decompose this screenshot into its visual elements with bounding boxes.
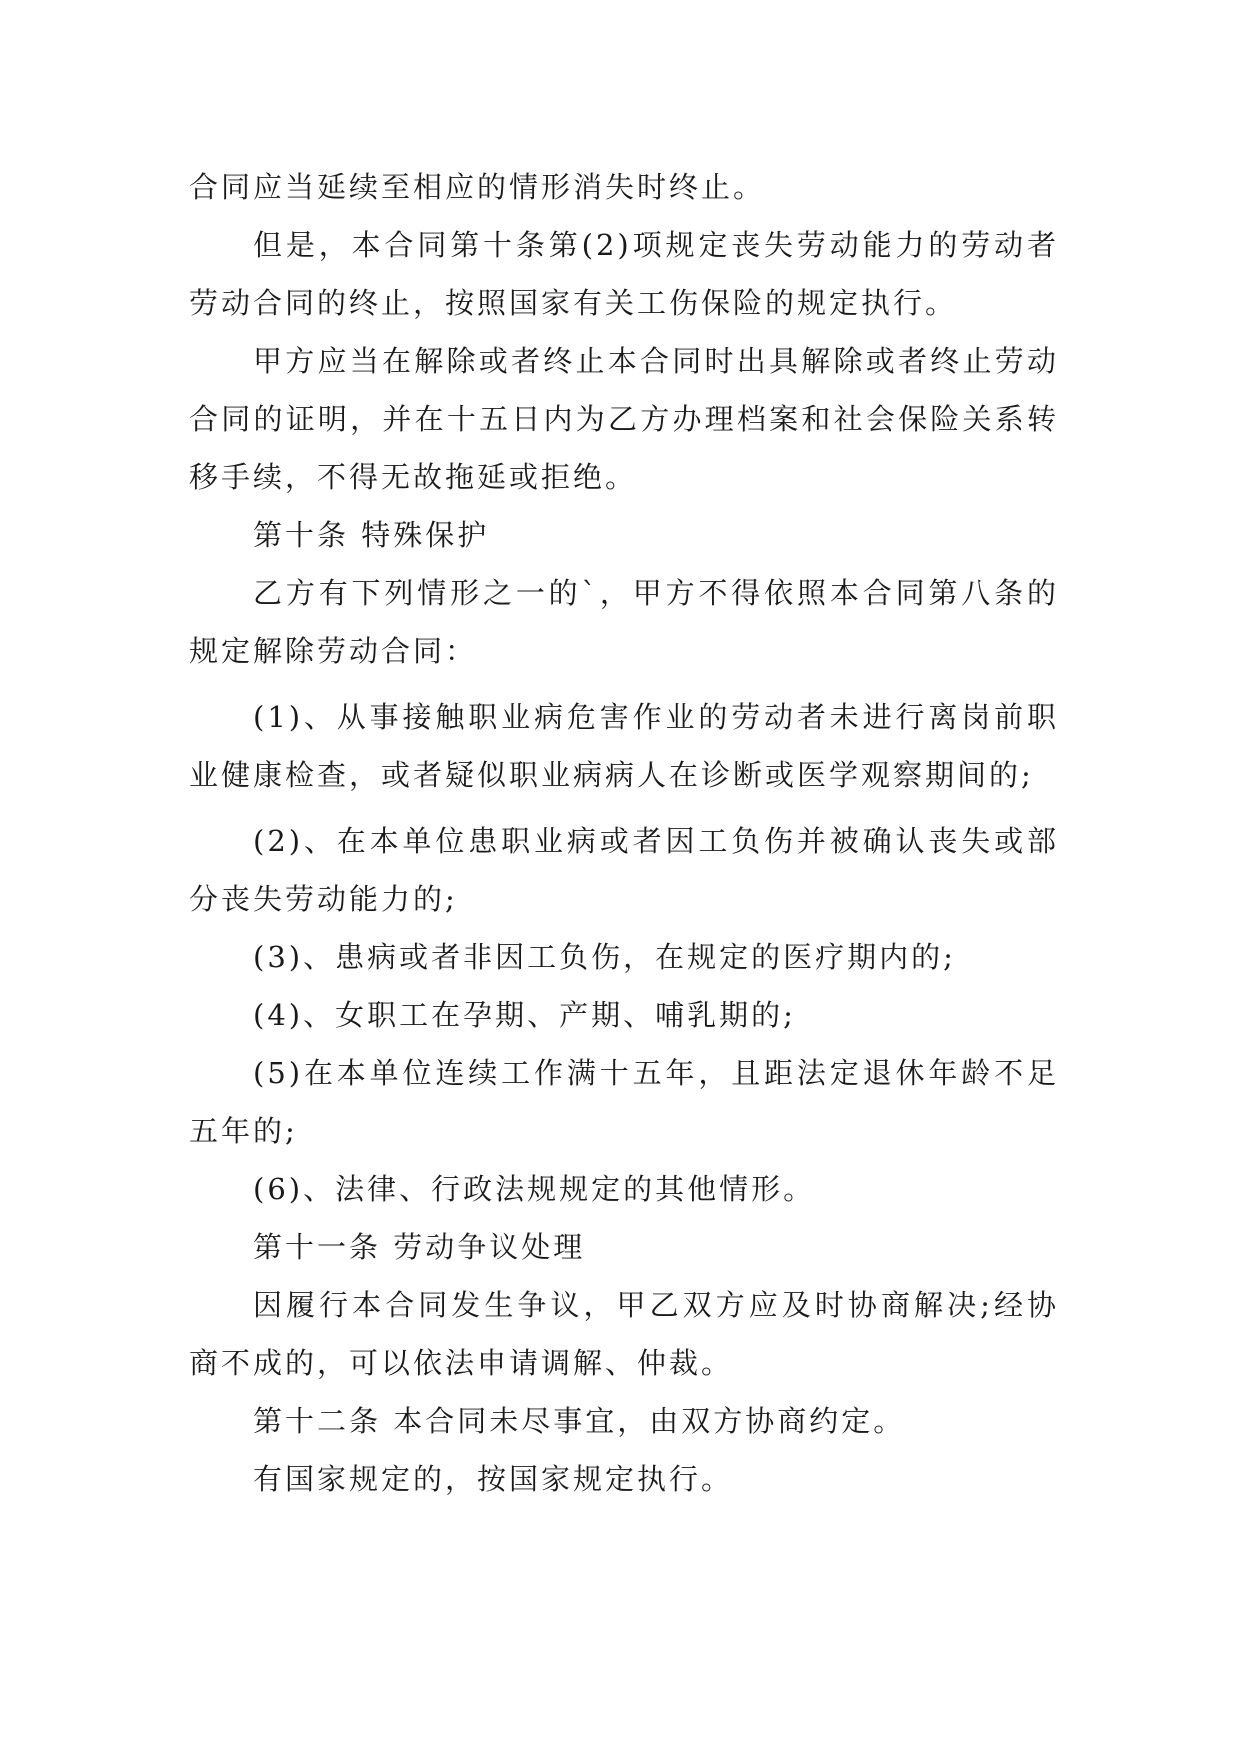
paragraph-national-rules: 有国家规定的，按国家规定执行。 <box>253 1462 734 1496</box>
document-body <box>189 158 1059 1508</box>
paragraph-termination-certificate: 甲方应当在解除或者终止本合同时出具解除或者终止劳动合同的证明，并在十五日内为乙方办理档案和社会保险关系转移手续，不得无故拖延或拒绝。 <box>189 344 1059 494</box>
paragraph-continuation: 合同应当延续至相应的情形消失时终止。 <box>189 170 766 204</box>
article-10-heading: 第十条 特殊保护 <box>253 518 490 552</box>
list-item-5: (5)在本单位连续工作满十五年，且距法定退休年龄不足五年的; <box>189 1056 1059 1148</box>
list-item-2: (2)、在本单位患职业病或者因工负伤并被确认丧失或部分丧失劳动能力的; <box>189 824 1059 916</box>
paragraph-injury-termination: 但是，本合同第十条第(2)项规定丧失劳动能力的劳动者劳动合同的终止，按照国家有关工伤保险的规定执行。 <box>189 228 1059 320</box>
paragraph-special-protection-intro: 乙方有下列情形之一的`，甲方不得依照本合同第八条的规定解除劳动合同： <box>189 576 1059 668</box>
list-item-3: (3)、患病或者非因工负伤，在规定的医疗期内的; <box>253 940 956 974</box>
article-12-heading: 第十二条 本合同未尽事宜，由双方协商约定。 <box>253 1404 906 1438</box>
list-item-6: (6)、法律、行政法规规定的其他情形。 <box>253 1172 816 1206</box>
article-11-heading: 第十一条 劳动争议处理 <box>253 1230 586 1264</box>
paragraph-dispute-resolution: 因履行本合同发生争议，甲乙双方应及时协商解决;经协商不成的，可以依法申请调解、仲裁。 <box>189 1288 1059 1380</box>
list-item-4: (4)、女职工在孕期、产期、哺乳期的; <box>253 998 796 1032</box>
list-item-1: (1)、从事接触职业病危害作业的劳动者未进行离岗前职业健康检查，或者疑似职业病病人在诊断或医学观察期间的; <box>189 700 1059 792</box>
